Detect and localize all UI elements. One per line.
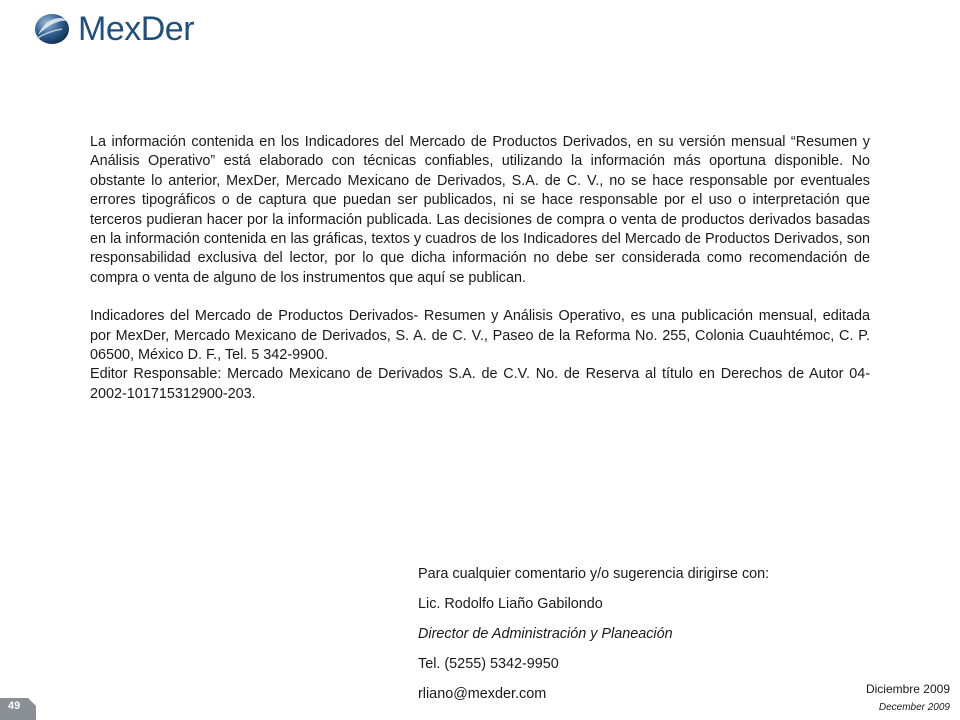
contact-intro: Para cualquier comentario y/o sugerencia dirigirse con: <box>418 566 770 582</box>
editor-paragraph: Editor Responsable: Mercado Mexicano de Derivados S.A. de C.V. No. de Reserva al título en Derechos de Autor 04-2002-101715312900-203. <box>90 366 870 402</box>
mexder-logo <box>32 8 194 50</box>
contact-block <box>418 565 769 715</box>
contact-name: Lic. Rodolfo Liaño Gabilondo <box>418 596 603 612</box>
mexder-globe-icon <box>32 9 72 49</box>
contact-title: Director de Administración y Planeación <box>418 626 673 642</box>
page-number: 49 <box>8 700 21 712</box>
date-english: December 2009 <box>878 702 950 713</box>
contact-phone: Tel. (5255) 5342-9950 <box>418 656 559 672</box>
disclaimer-paragraph: La información contenida en los Indicadores del Mercado de Productos Derivados, en su versión mensual “Resumen y Análisis Operativo” está elaborado con técnicas confiables, utilizando la información más oportuna disponible. No obstante lo anterior, MexDer, Mercado Mexicano de Derivados, S.A. de C. V., no se hace responsable por eventuales errores tipográficos o de captura que puedan ser publicados, ni se hace responsable por el uso o interpretación que terceros pudieran hacer por la información publicada. Las decisiones de compra o venta de productos derivados basadas en la información contenida en las gráficas, textos y cuadros de los Indicadores del Mercado de Productos Derivados, son responsabilidad exclusiva del lector, por lo que dicha información no debe ser considerada como recomendación de compra o venta de alguno de los instrumentos que aquí se publican. <box>90 134 870 286</box>
logo-text: MexDer <box>78 10 195 48</box>
disclaimer-text <box>90 133 870 404</box>
contact-email[interactable]: rliano@mexder.com <box>418 686 547 702</box>
date-spanish: Diciembre 2009 <box>865 682 950 696</box>
publication-info-paragraph: Indicadores del Mercado de Productos Derivados- Resumen y Análisis Operativo, es una publicación mensual, editada por MexDer, Mercado Mexicano de Derivados, S. A. de C. V., Paseo de la Reforma No. 255, Colonia Cuauhtémoc, C. P. 06500, México D. F., Tel. 5 342-9900. <box>90 308 870 364</box>
